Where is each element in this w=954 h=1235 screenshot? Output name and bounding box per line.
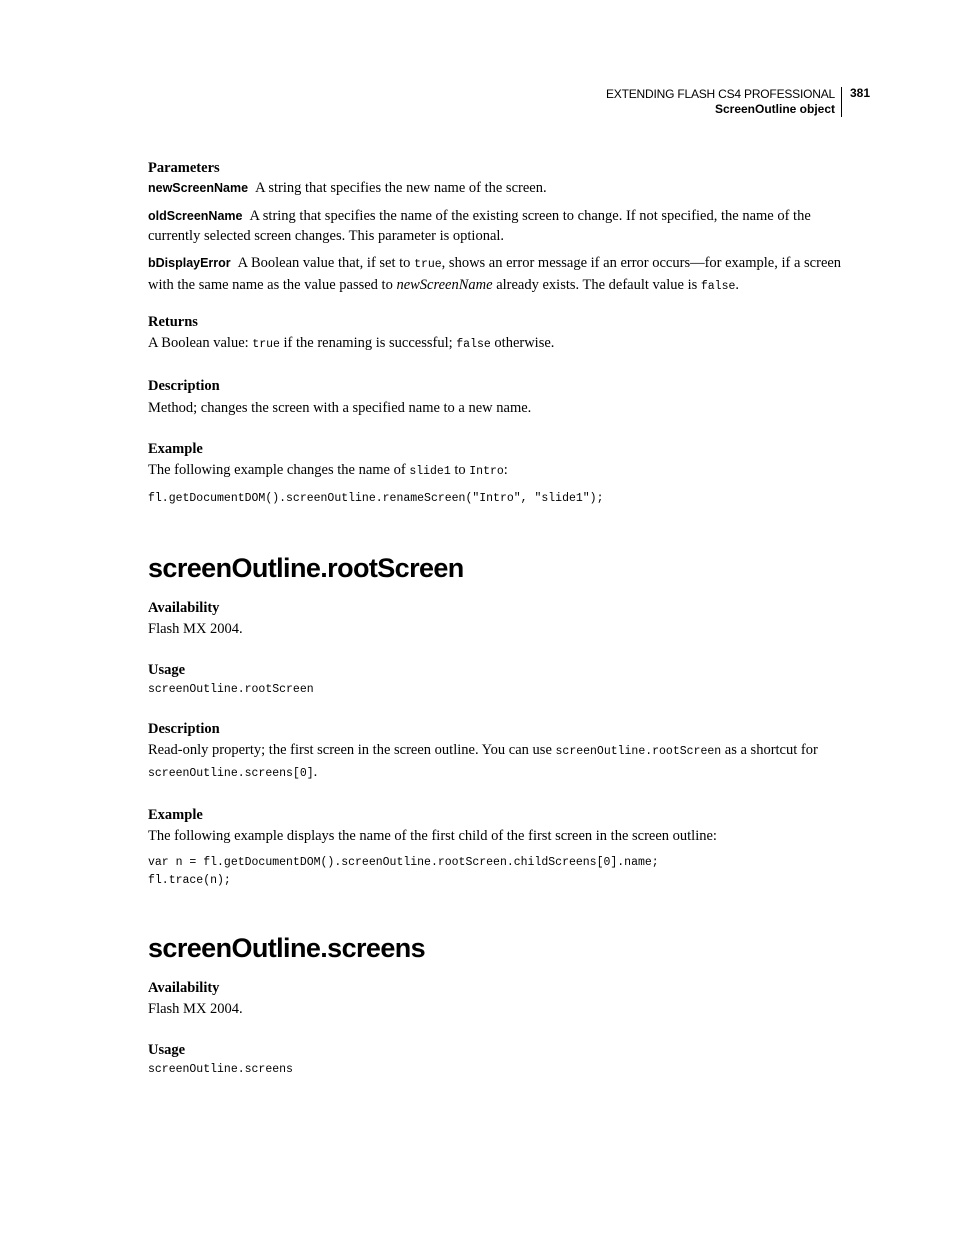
param-bdisplayerror [148,253,848,297]
param-desc-part: already exists. The default value is [492,277,701,293]
section-title: ScreenOutline object [714,102,835,116]
description-text [148,740,848,784]
inline-code: screenOutline.screens[0] [148,767,314,780]
section-title-screens: screenOutline.screens [148,933,426,963]
availability-heading: Availability [148,600,220,616]
example-heading: Example [148,441,203,457]
returns-text [148,333,848,355]
description-part: . [313,764,318,780]
usage-heading: Usage [148,662,186,678]
param-oldscreenname [148,206,848,246]
example-part: to [450,462,470,478]
returns-part: if the renaming is successful; [279,335,457,351]
page-number: 381 [850,86,871,100]
description-part: as a shortcut for [721,742,818,758]
usage-heading: Usage [148,1042,186,1058]
page-content [148,158,848,1079]
example-part: : [503,462,508,478]
param-ref: newScreenName [396,277,493,293]
inline-code: Intro [469,465,504,478]
param-desc-part: A Boolean value that, if set to [237,255,415,271]
inline-code: slide1 [409,465,451,478]
section-title-rootscreen: screenOutline.rootScreen [148,553,464,583]
inline-code: true [414,258,442,271]
returns-heading: Returns [148,314,198,330]
availability-text: Flash MX 2004. [148,1001,243,1017]
description-part: Read-only property; the first screen in the screen outline. You can use [148,742,556,758]
inline-code: false [700,280,736,293]
running-header [606,87,842,117]
example-text [148,460,848,482]
inline-code: false [456,338,491,351]
availability-text: Flash MX 2004. [148,621,243,637]
param-desc: A string that specifies the name of the existing screen to change. If not specified, the name of the currently selected screen changes. This parameter is optional. [148,208,811,244]
param-desc-part: , shows an error message if an error occurs—for example, if a screen with the same name as the value passed to [148,255,842,293]
example-part: The following example changes the name of [148,462,410,478]
usage-code: screenOutline.rootScreen [148,683,314,696]
param-newscreenname [148,178,848,198]
param-desc-part: . [735,277,740,293]
description-heading: Description [148,721,220,737]
description-text: Method; changes the screen with a specified name to a new name. [148,400,532,416]
description-heading: Description [148,378,220,394]
param-name: oldScreenName [148,209,243,223]
example-code-block: var n = fl.getDocumentDOM().screenOutline.rootScreen.childScreens[0].name; fl.trace(n); [148,856,659,887]
param-desc: A string that specifies the new name of the screen. [255,180,547,196]
inline-code: true [252,338,280,351]
example-text: The following example displays the name of the first child of the first screen in the screen outline: [148,828,717,844]
example-heading: Example [148,807,203,823]
returns-part: otherwise. [490,335,555,351]
inline-code: screenOutline.rootScreen [555,745,722,758]
returns-part: A Boolean value: [148,335,253,351]
book-title: EXTENDING FLASH CS4 PROFESSIONAL [606,87,835,101]
parameters-heading: Parameters [148,160,220,176]
usage-code: screenOutline.screens [148,1063,293,1076]
param-name: newScreenName [148,181,249,195]
param-name: bDisplayError [148,256,231,270]
availability-heading: Availability [148,980,220,996]
example-code-block: fl.getDocumentDOM().screenOutline.renameScreen("Intro", "slide1"); [148,492,604,505]
